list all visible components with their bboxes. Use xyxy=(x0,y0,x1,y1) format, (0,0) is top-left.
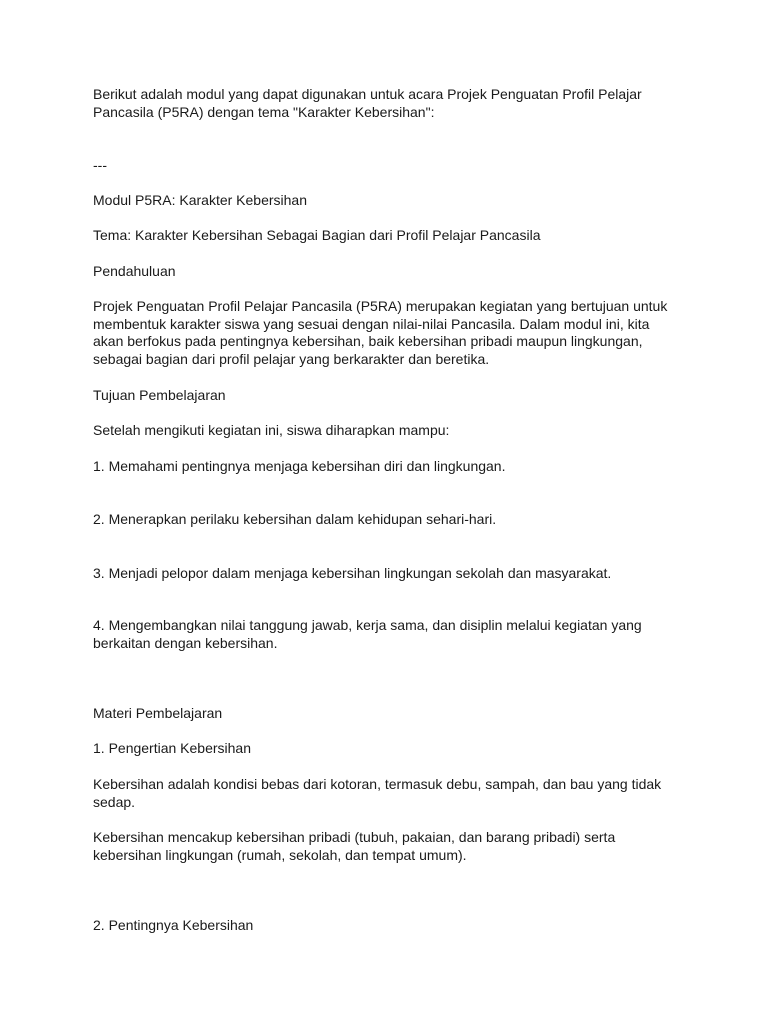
objectives-lead: Setelah mengikuti kegiatan ini, siswa diharapkan mampu: xyxy=(93,422,450,438)
objective-item-4: 4. Mengembangkan nilai tanggung jawab, kerja sama, dan disiplin melalui kegiatan yang berkaitan dengan kebersihan. xyxy=(93,617,642,651)
intro-paragraph: Berikut adalah modul yang dapat digunakan untuk acara Projek Penguatan Profil Pelajar Pancasila (P5RA) dengan tema "Karakter Kebersihan": xyxy=(93,86,642,120)
section-1-heading: 1. Pengertian Kebersihan xyxy=(93,740,251,756)
section-2-heading: 2. Pentingnya Kebersihan xyxy=(93,917,254,933)
objectives-heading: Tujuan Pembelajaran xyxy=(93,387,226,403)
materials-heading: Materi Pembelajaran xyxy=(93,705,223,721)
objective-item-3: 3. Menjadi pelopor dalam menjaga kebersihan lingkungan sekolah dan masyarakat. xyxy=(93,565,612,581)
intro-body: Projek Penguatan Profil Pelajar Pancasila (P5RA) merupakan kegiatan yang bertujuan untuk membentuk karakter siswa yang sesuai dengan nilai-nilai Pancasila. Dalam modul ini, kita akan berfokus pada pentingnya kebersihan, baik kebersihan pribadi maupun lingkungan, sebagai bagian dari profil pelajar yang berkarakter dan beretika. xyxy=(93,298,668,367)
objective-item-2: 2. Menerapkan perilaku kebersihan dalam kehidupan sehari-hari. xyxy=(93,511,497,527)
objective-item-1: 1. Memahami pentingnya menjaga kebersihan diri dan lingkungan. xyxy=(93,458,506,474)
module-title: Modul P5RA: Karakter Kebersihan xyxy=(93,192,307,208)
separator: --- xyxy=(93,157,107,173)
section-1-paragraph-1: Kebersihan adalah kondisi bebas dari kotoran, termasuk debu, sampah, dan bau yang tidak sedap. xyxy=(93,776,662,810)
theme-line: Tema: Karakter Kebersihan Sebagai Bagian dari Profil Pelajar Pancasila xyxy=(93,227,541,243)
section-1-paragraph-2: Kebersihan mencakup kebersihan pribadi (tubuh, pakaian, dan barang pribadi) serta kebersihan lingkungan (rumah, sekolah, dan tempat umum). xyxy=(93,829,616,863)
intro-heading: Pendahuluan xyxy=(93,263,176,279)
